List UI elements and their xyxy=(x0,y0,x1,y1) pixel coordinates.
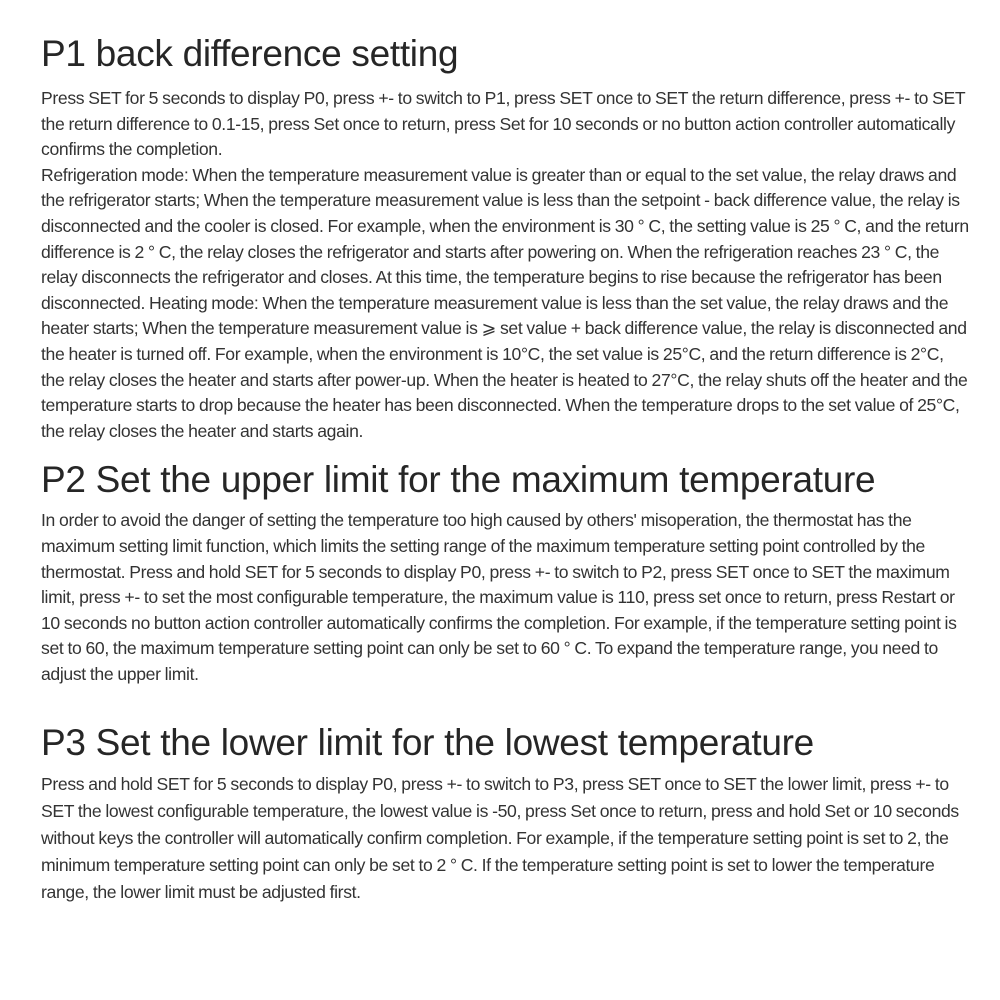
section-heading-p2: P2 Set the upper limit for the maximum temperature xyxy=(41,459,876,501)
section-heading-p3: P3 Set the lower limit for the lowest temperature xyxy=(41,722,814,764)
section-heading-p1: P1 back difference setting xyxy=(41,33,459,74)
section-p3-lower-limit xyxy=(41,719,971,906)
section-p2-paragraph: In order to avoid the danger of setting the temperature too high caused by others' misoperation, the thermostat has the maximum setting limit function, which limits the setting range of the maximum temperature setting point controlled by the thermostat. Press and hold SET for 5 seconds to display P0, press +- to switch to P2, press SET once to SET the maximum limit, press +- to set the most configurable temperature, the maximum value is 110, press set once to return, press Restart or 10 seconds no button action controller automatically confirms the completion. For example, if the temperature setting point is set to 60, the maximum temperature setting point can only be set to 60 ° C. To expand the temperature range, you need to adjust the upper limit. xyxy=(41,510,957,684)
section-p1-instructions: Press SET for 5 seconds to display P0, press +- to switch to P1, press SET once to SET the return difference, press +- to SET the return difference to 0.1-15, press Set once to return, press Set for 10 seconds or no button action controller automatically confirms the completion. xyxy=(41,88,965,160)
section-p2-upper-limit xyxy=(41,456,971,687)
section-p1-back-difference xyxy=(41,30,971,444)
manual-page xyxy=(41,30,971,906)
section-p1-modes-explanation: Refrigeration mode: When the temperature measurement value is greater than or equal to the set value, the relay draws and the refrigerator starts; When the temperature measurement value is less than the setpoint - back difference value, the relay is disconnected and the cooler is closed. For example, when the environment is 30 ° C, the setting value is 25 ° C, and the return difference is 2 ° C, the relay closes the refrigerator and starts after powering on. When the refrigeration reaches 23 ° C, the relay disconnects the refrigerator and closes. At this time, the temperature begins to rise because the refrigerator has been disconnected. Heating mode: When the temperature measurement value is less than the set value, the relay draws and the heater starts; When the temperature measurement value is ⩾ set value + back difference value, the relay is disconnected and the heater is turned off. For example, when the environment is 10°C, the set value is 25°C, and the return difference is 2°C, the relay closes the heater and starts after power-up. When the heater is heated to 27°C, the relay shuts off the heater and the temperature starts to drop because the heater has been disconnected. When the temperature drops to the set value of 25°C, the relay closes the heater and starts again. xyxy=(41,164,969,441)
section-p3-paragraph: Press and hold SET for 5 seconds to display P0, press +- to switch to P3, press SET once to SET the lower limit, press +- to SET the lowest configurable temperature, the lowest value is -50, press Set once to return, press and hold Set or 10 seconds without keys the controller will automatically confirm completion. For example, if the temperature setting point is set to 2, the minimum temperature setting point can only be set to 2 ° C. If the temperature setting point is set to lower the temperature range, the lower limit must be adjusted first. xyxy=(41,774,959,903)
